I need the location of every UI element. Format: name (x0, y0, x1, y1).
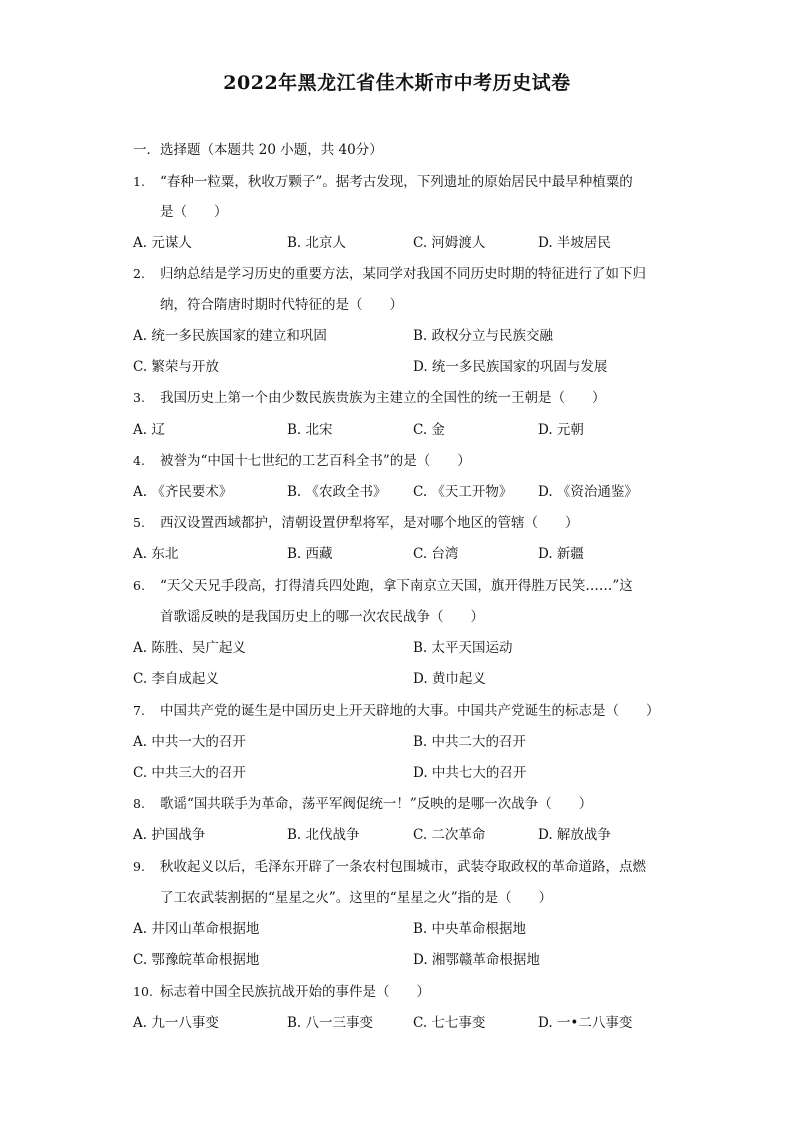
option-a: A. 统一多民族国家的建立和巩固 (133, 328, 327, 344)
question-number: 5. (133, 515, 145, 530)
option-d: D. 元朝 (538, 422, 584, 438)
option-c: C. 二次革命 (413, 827, 486, 843)
option-d: D. 黄巾起义 (413, 671, 486, 687)
question-stem: 标志着中国全民族抗战开始的事件是（ ） (160, 984, 430, 1000)
option-b: B. 政权分立与民族交融 (413, 328, 554, 344)
option-c: C. 中共三大的召开 (133, 765, 246, 781)
option-a: A. 护国战争 (133, 827, 206, 843)
option-c: C. 金 (413, 422, 445, 438)
question-stem: 歌谣“国共联手为革命，荡平军阀促统一！”反映的是哪一次战争（ ） (160, 796, 593, 812)
option-d: D. 统一多民族国家的巩固与发展 (413, 359, 608, 375)
option-d: D. 半坡居民 (538, 235, 611, 251)
option-c: C. 七七事变 (413, 1015, 486, 1031)
option-b: B. 西藏 (287, 546, 333, 562)
option-d: D. 湘鄂赣革命根据地 (413, 952, 540, 968)
option-d: D. 中共七大的召开 (413, 765, 527, 781)
option-a: A. 中共一大的召开 (133, 734, 246, 750)
question-stem: 被誉为“中国十七世纪的工艺百科全书”的是（ ） (160, 453, 471, 469)
question-number: 1. (133, 174, 145, 189)
option-a: A. 《齐民要术》 (133, 484, 233, 500)
page-title: 2022年黑龙江省佳木斯市中考历史试卷 (223, 72, 571, 94)
question-stem-continued: 纳，符合隋唐时期时代特征的是（ ） (160, 297, 403, 313)
question-stem: 西汉设置西域都护，清朝设置伊犁将军，是对哪个地区的管辖（ ） (160, 515, 579, 531)
question-stem-continued: 了工农武装割据的“星星之火”。这里的“星星之火”指的是（ ） (160, 890, 553, 906)
question-stem-continued: 是（ ） (160, 204, 228, 220)
question-number: 7. (133, 703, 145, 718)
question-stem: 我国历史上第一个由少数民族贵族为主建立的全国性的统一王朝是（ ） (160, 390, 606, 406)
question-stem: “春种一粒粟，秋收万颗子”。据考古发现，下列遗址的原始居民中最早种植粟的 (160, 174, 633, 190)
option-a: A. 陈胜、吴广起义 (133, 640, 246, 656)
option-a: A. 井冈山革命根据地 (133, 921, 260, 937)
option-a: A. 九一八事变 (133, 1015, 219, 1031)
option-c: C. 繁荣与开放 (133, 359, 219, 375)
question-stem: “天父天兄手段高，打得清兵四处跑，拿下南京立天国，旗开得胜万民笑……”这 (160, 578, 633, 594)
option-d: D. 新疆 (538, 546, 584, 562)
question-number: 10. (133, 984, 153, 999)
option-b: B. 太平天国运动 (413, 640, 513, 656)
option-c: C. 河姆渡人 (413, 235, 486, 251)
option-c: C. 台湾 (413, 546, 459, 562)
question-stem-continued: 首歌谣反映的是我国历史上的哪一次农民战争（ ） (160, 609, 484, 625)
option-b: B. 北京人 (287, 235, 347, 251)
option-b: B. 中共二大的召开 (413, 734, 527, 750)
question-number: 8. (133, 796, 145, 811)
question-number: 6. (133, 578, 145, 593)
option-a: A. 东北 (133, 546, 179, 562)
option-c: C. 《天工开物》 (413, 484, 513, 500)
option-a: A. 辽 (133, 422, 165, 438)
option-d: D. 解放战争 (538, 827, 611, 843)
option-b: B. 中央革命根据地 (413, 921, 527, 937)
question-stem: 归纳总结是学习历史的重要方法，某同学对我国不同历史时期的特征进行了如下归 (160, 266, 646, 282)
option-b: B. 八一三事变 (287, 1015, 374, 1031)
option-b: B. 北宋 (287, 422, 333, 438)
option-d: D. 一•二八事变 (538, 1015, 633, 1031)
question-number: 3. (133, 390, 145, 405)
option-b: B. 《农政全书》 (287, 484, 387, 500)
question-number: 4. (133, 453, 145, 468)
option-b: B. 北伐战争 (287, 827, 360, 843)
question-stem: 秋收起义以后，毛泽东开辟了一条农村包围城市，武装夺取政权的革命道路，点燃 (160, 859, 646, 875)
option-c: C. 鄂豫皖革命根据地 (133, 952, 260, 968)
option-c: C. 李自成起义 (133, 671, 219, 687)
question-number: 2. (133, 266, 145, 281)
section-heading: 一．选择题（本题共 20 小题，共 40分） (133, 142, 383, 158)
option-d: D. 《资治通鉴》 (538, 484, 638, 500)
option-a: A. 元谋人 (133, 235, 192, 251)
question-stem: 中国共产党的诞生是中国历史上开天辟地的大事。中国共产党诞生的标志是（ ） (160, 703, 660, 719)
question-number: 9. (133, 859, 145, 874)
